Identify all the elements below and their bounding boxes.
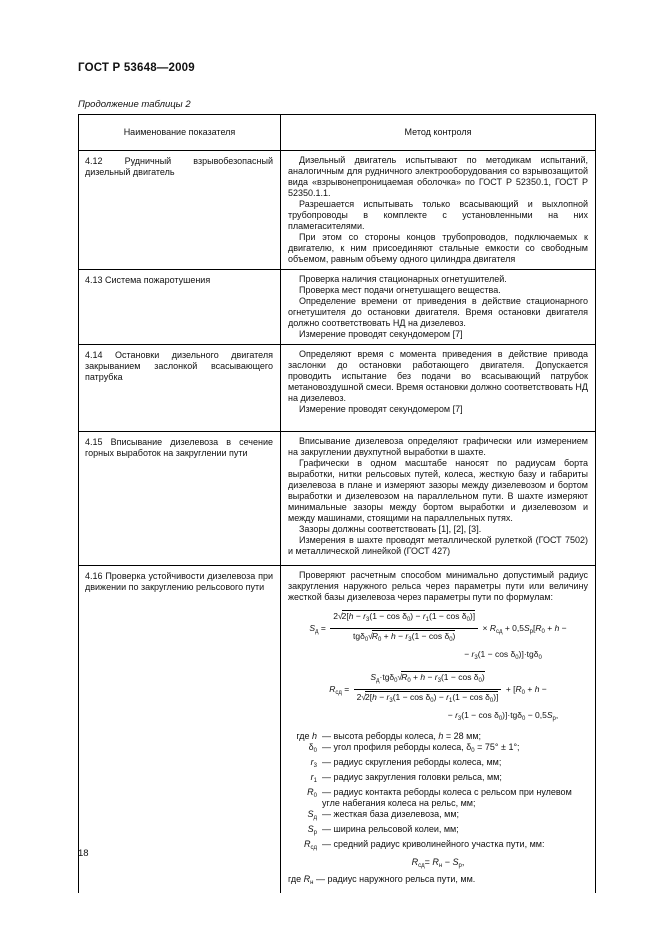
fraction-denominator: $tg\delta_0√R_0 + h - r_3(1 - \cos \delta_0)$ (352, 631, 456, 643)
legend-symbol: где h (296, 731, 317, 741)
fraction (330, 610, 478, 647)
header-cell-method: Метод контроля (404, 127, 472, 137)
formula-tail: × $R_{сд} + 0,5S_р[R_0 + h$ − (482, 622, 567, 635)
fraction-numerator: $S_д\cdot tg\delta_0√R_0 + h - r_3(1 - \cos \delta_0)$ (354, 671, 502, 690)
legend-description: — радиус контакта реборды колеса с рельсом при нулевом угле набегания колеса на рельс, мм; (322, 787, 572, 808)
method-cell (281, 432, 595, 565)
legend-description: — жесткая база дизелевоза, мм; (322, 809, 460, 819)
method-paragraph: Определяют время с момента приведения в действие привода заслонки до остановки работающего двигателя. Допускается проводить испытание без подачи во всасывающий патрубок метановоздушной смеси. Время остановки должно соответствовать НД на дизелевоз. (288, 349, 588, 403)
legend-description: — ширина рельсовой колеи, мм; (322, 824, 459, 834)
method-paragraph: Измерение проводят секундомером [7] (299, 404, 463, 414)
formula-tail: + [$R_0 + h$ − (505, 683, 547, 696)
legend-item (288, 809, 588, 824)
table-row-4-12 (79, 151, 595, 270)
table-caption: Продолжение таблицы 2 (78, 99, 191, 110)
indicator-cell: 4.16 Проверка устойчивости дизелевоза при движении по закруглению рельсового пути (79, 566, 281, 893)
legend-item (288, 772, 588, 787)
method-cell (281, 566, 595, 893)
fraction-numerator: $2√2[h - r_3(1 - \cos \delta_0) - r_1(1 - \cos \delta_0)]$ (330, 610, 478, 629)
page-number: 18 (78, 848, 89, 859)
symbols-legend (288, 731, 588, 854)
indicator-cell: 4.15 Вписывание дизелевоза в сечение горных выработок на закруглении пути (79, 432, 281, 565)
indicator-cell: 4.14 Остановки дизельного двигателя закрыванием заслонкой всасывающего патрубка (79, 345, 281, 431)
page-content (78, 62, 596, 893)
legend-symbol: $\delta_0$ (308, 742, 317, 754)
method-cell (281, 270, 595, 344)
method-paragraph: Измерения в шахте проводят металлической рулеткой (ГОСТ 7502) и металлической линейкой (ГОСТ 427) (288, 535, 588, 556)
legend-description: — средний радиус криволинейного участка пути, мм: (322, 839, 545, 849)
method-paragraph: Проверка наличия стационарных огнетушителей. (299, 274, 507, 284)
formula-lhs: $R_{сд}$ = (329, 683, 350, 696)
legend-item (288, 787, 588, 809)
table-row-4-14 (79, 345, 595, 432)
legend-item (288, 839, 588, 854)
legend-description: — угол профиля реборды колеса, $\delta_0 = 75^\circ \pm 1^\circ$; (322, 742, 520, 754)
method-paragraph: Измерение проводят секундомером [7] (299, 329, 463, 339)
table-header-row (79, 115, 595, 151)
method-paragraph: Графически в одном масштабе наносят по радиусам борта выработки, нитки рельсовых путей, колеса, жесткую базу и габариты дизелевоза в плане и измеряют зазоры между дизелевозом и бортом выработки и дизелевозом на параллельном пути. В шахте измеряют минимальные зазоры между бортом выработки и дизелевозом и между машинами, стоящими на параллельных путях. (288, 458, 588, 523)
legend-symbol: $R_{сд}$ (303, 839, 317, 851)
control-methods-table (78, 114, 596, 893)
indicator-cell: 4.13 Система пожаротушения (79, 270, 281, 344)
method-paragraph: Зазоры должны соответствовать [1], [2], [3]. (299, 524, 482, 534)
method-paragraph: Проверяют расчетным способом минимально допустимый радиус закругления наружного рельса через параметры пути или величину жесткой базы дизелевоза через параметры пути по формулам: (288, 570, 588, 602)
standard-code: ГОСТ Р 53648—2009 (78, 62, 195, 74)
fraction (354, 671, 502, 708)
legend-item (288, 731, 588, 742)
legend-symbol: $S_р$ (307, 824, 317, 836)
table-row-4-13 (79, 270, 595, 345)
legend-description: — радиус закругления головки рельса, мм; (322, 772, 502, 782)
method-paragraph: Дизельный двигатель испытывают по методикам испытаний, аналогичным для рудничного электрооборудования со взрывозащитой вида «взрывонепроницаемая оболочка» по ГОСТ Р 52350.1, ГОСТ Р 52350.1.1. (288, 155, 588, 198)
legend-symbol: $S_д$ (307, 809, 317, 821)
legend-symbol: $r_3$ (310, 757, 317, 769)
method-paragraph: При этом со стороны концов трубопроводов, подключаемых к двигателю, к ним присоединяют стальные емкости со свободным объемом, равным объему одного цилиндра двигателя (288, 232, 588, 264)
method-paragraph: Вписывание дизелевоза определяют графически или измерением на закруглении двухпутной выработки в шахте. (288, 436, 588, 457)
formula-wheelbase (288, 610, 588, 647)
legend-item (288, 757, 588, 772)
table-row-4-16 (79, 566, 595, 893)
method-paragraph: Разрешается испытывать только всасывающий и выхлопной трубопроводы в комплекте с установленными на них пламегасителями. (288, 199, 588, 231)
fraction-denominator: $2√2[h - r_3(1 - \cos \delta_0) - r_1(1 - \cos \delta_0)]$ (356, 692, 499, 704)
formula-continuation: − $r_3(1 - \cos \delta_0)]\cdot tg\delta_0$ (464, 649, 542, 661)
method-paragraph: Определение времени от приведения в действие стационарного огнетушителя до остановки двигателя. Время остановки двигателя должно соответствовать НД на дизелевоз. (288, 296, 588, 328)
header-cell-indicator: Наименование показателя (79, 115, 281, 150)
legend-symbol: $R_0$ (307, 787, 317, 799)
legend-description: — высота реборды колеса, h = 28 мм; (322, 731, 482, 741)
legend-item (288, 824, 588, 839)
method-cell (281, 151, 595, 269)
legend-description: — радиус скругления реборды колеса, мм; (322, 757, 502, 767)
legend-final-line: где $R_н$ — радиус наружного рельса пути, мм. (288, 874, 476, 886)
legend-item (288, 742, 588, 757)
method-cell (281, 345, 595, 431)
table-row-4-15 (79, 432, 595, 566)
legend-symbol: $r_1$ (310, 772, 317, 784)
formula-continuation: − $r_3(1 - \cos \delta_0)]\cdot tg\delta_0 - 0,5S_р$, (447, 710, 559, 722)
indicator-cell: 4.12 Рудничный взрывобезопасный дизельный двигатель (79, 151, 281, 269)
method-paragraph: Проверка мест подачи огнетушащего вещества. (299, 285, 501, 295)
formula-outer-rail: $R_{сд}= R_н - S_р$, (411, 857, 465, 869)
formula-lhs: $S_д$ = (309, 622, 326, 635)
formula-mean-radius (288, 671, 588, 708)
